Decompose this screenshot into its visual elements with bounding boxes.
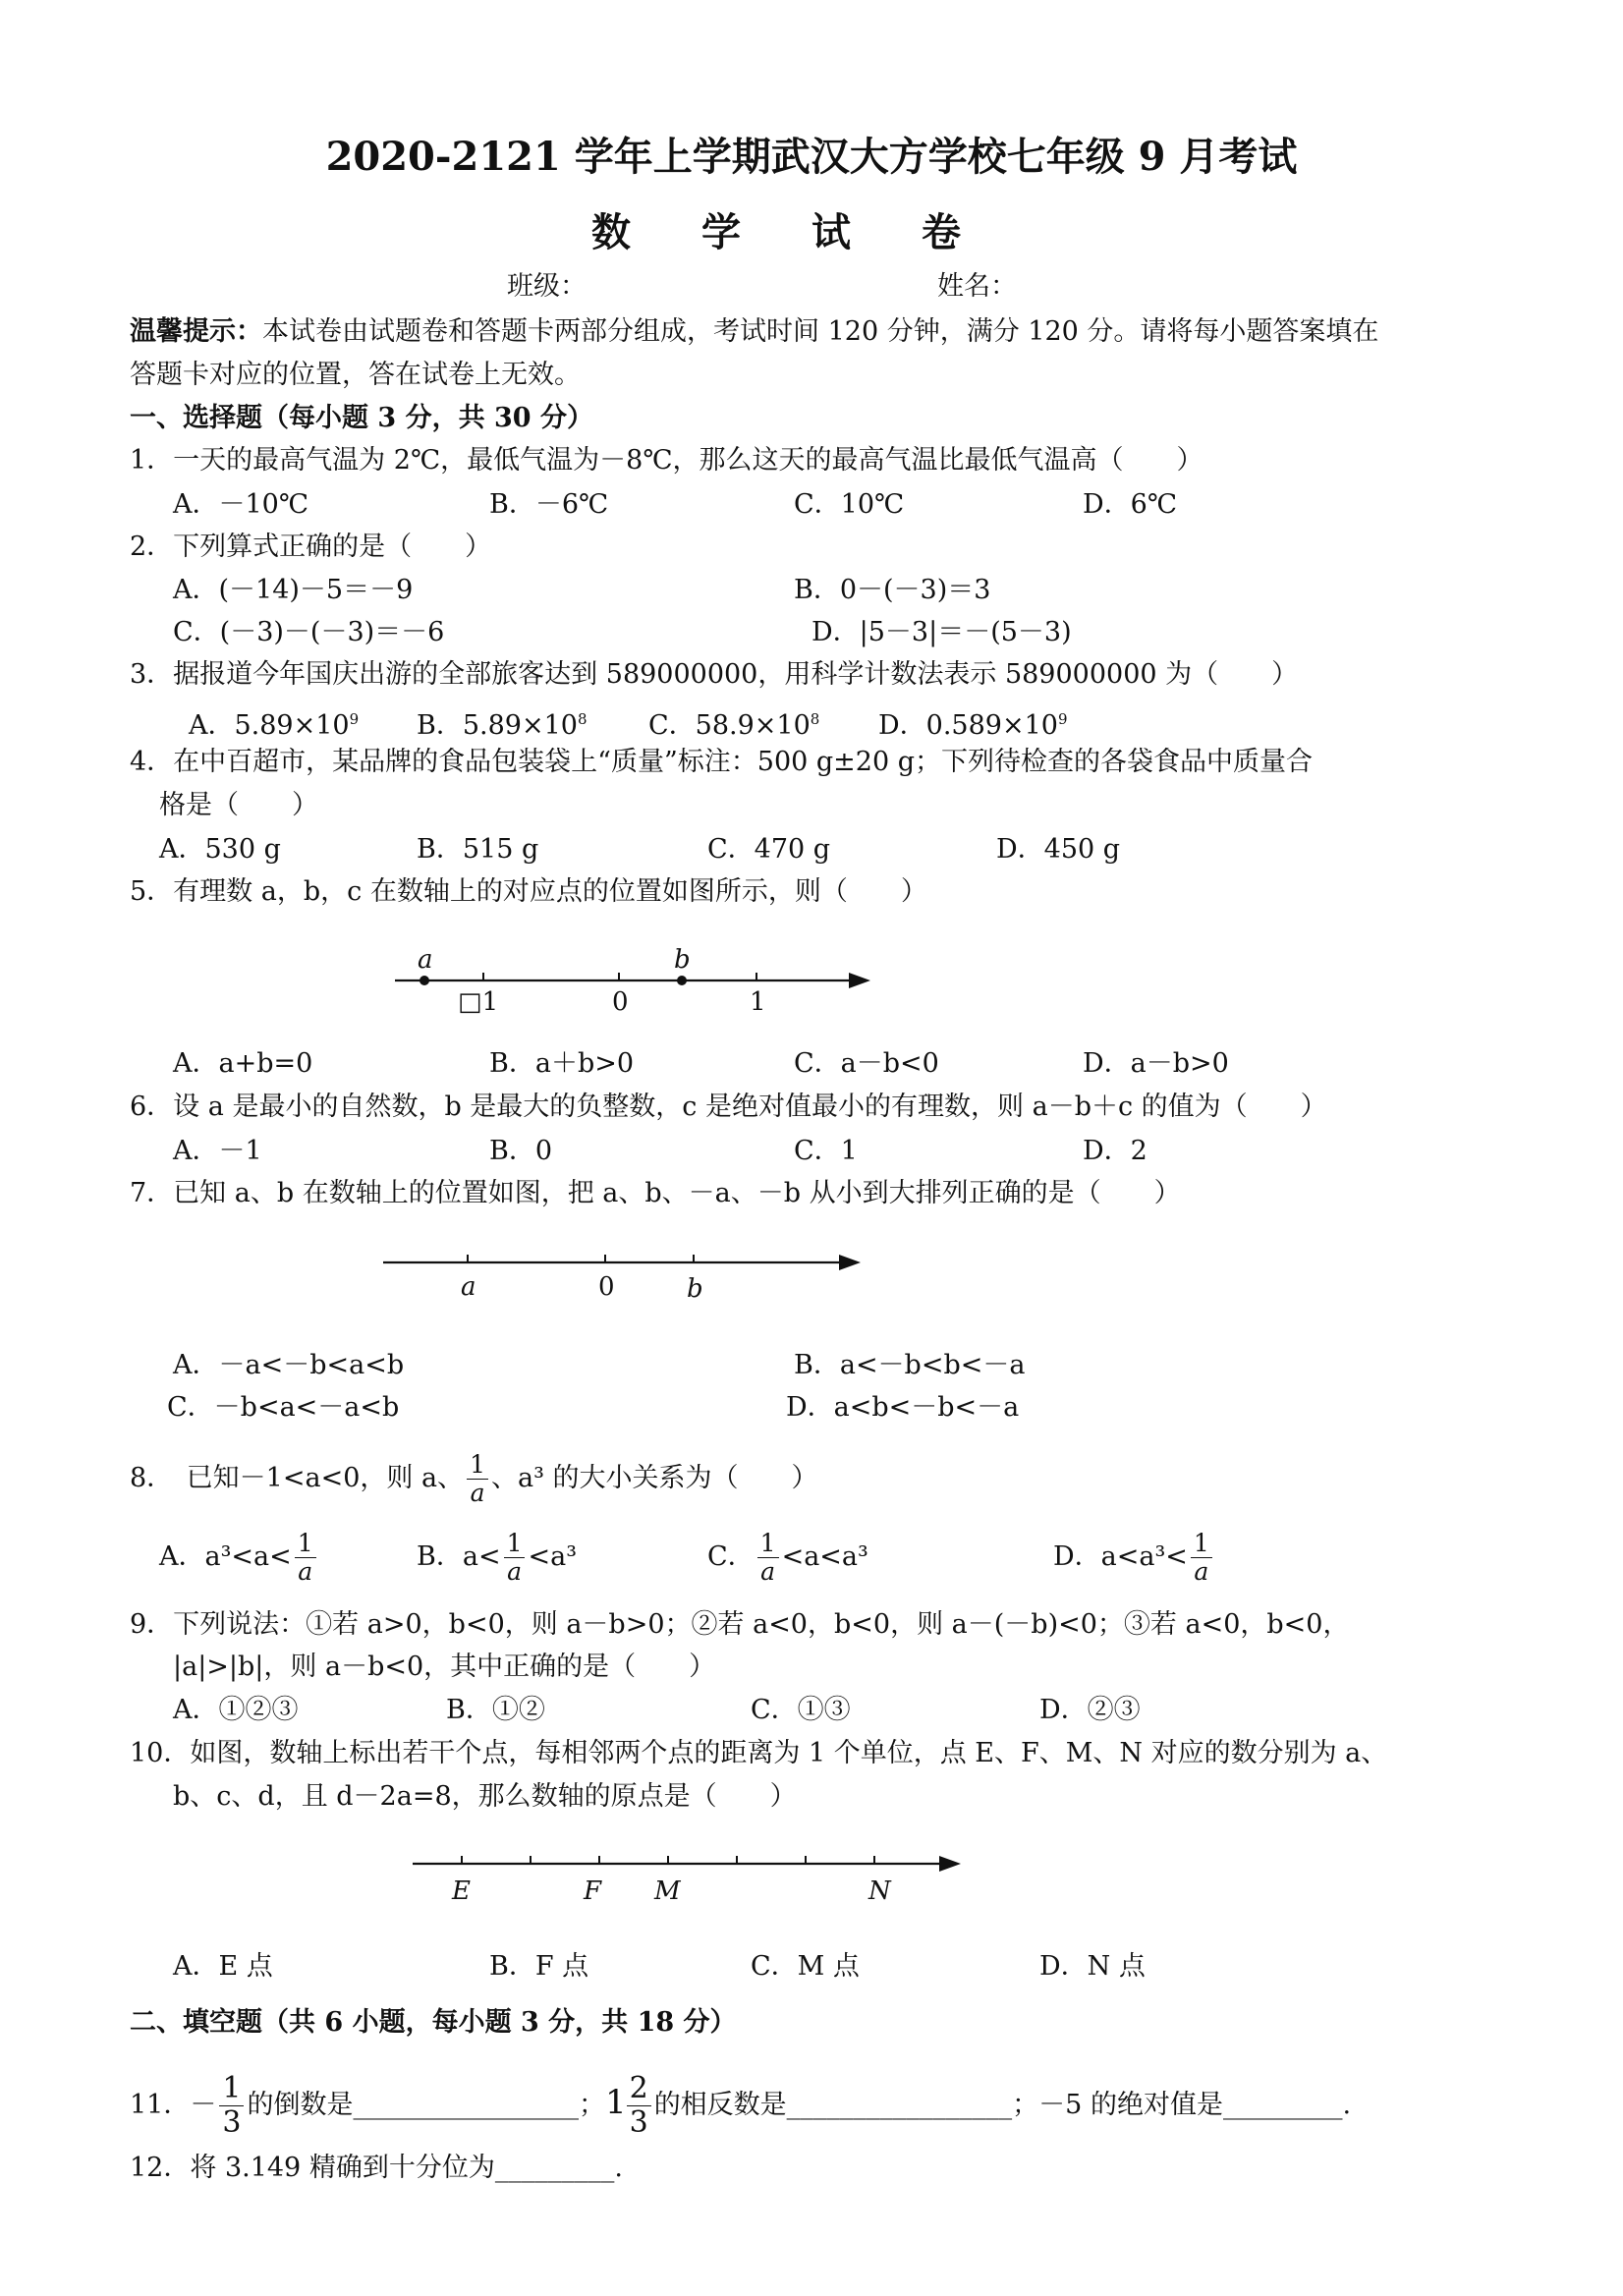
q4-option-a: A．530 g [159, 834, 281, 865]
q8-option-a-text: A．a³<a< [159, 1541, 292, 1572]
q8-option-c-frac-num: 1 [757, 1530, 779, 1558]
q2-option-c: C．(－3)－(－3)＝－6 [173, 617, 445, 647]
q3-option-d [878, 702, 1067, 743]
q5-option-d: D．a－b>0 [1083, 1048, 1229, 1079]
section-2-heading: 二、填空题（共 6 小题，每小题 3 分，共 18 分） [130, 2007, 737, 2038]
q11-fraction-1 [219, 2072, 244, 2140]
q8-option-d [1053, 1528, 1215, 1587]
q8-option-c-frac-den: a [760, 1557, 776, 1586]
q7-stem: 7．已知 a、b 在数轴上的位置如图，把 a、b、－a、－b 从小到大排列正确的是（ ） [130, 1178, 1181, 1208]
q11-number: 11． [130, 2090, 191, 2120]
q11-stem [130, 2063, 1351, 2142]
q8-option-d-frac-den: a [1194, 1557, 1209, 1586]
q4-stem-2: 格是（ ） [159, 790, 318, 820]
q5-option-c: C．a－b<0 [794, 1048, 939, 1079]
q7-label-b: b [687, 1274, 703, 1304]
q10-label-m: M [654, 1876, 681, 1906]
q10-label-n: N [868, 1876, 891, 1906]
q8-option-d-frac-num: 1 [1191, 1530, 1212, 1558]
q8-option-b-fraction [504, 1530, 526, 1586]
q8-option-c-post: <a<a³ [781, 1541, 868, 1572]
q11-frac2-den: 3 [629, 2105, 648, 2140]
q10-label-f: F [584, 1876, 602, 1906]
q4-option-d: D．450 g [996, 834, 1121, 865]
q3-option-b-exp: 8 [577, 710, 588, 728]
q8-stem [130, 1449, 817, 1508]
q11-blank-2: 的相反数是_________________；－5 的绝对值是_________. [653, 2090, 1352, 2120]
q2-option-d: D．|5－3|＝－(5－3) [812, 617, 1072, 647]
q8-option-c-text: C． [707, 1541, 755, 1572]
q11-fraction-2 [627, 2072, 651, 2140]
q5-stem: 5．有理数 a，b，c 在数轴上的对应点的位置如图所示，则（ ） [130, 876, 927, 907]
q3-option-b [417, 702, 588, 743]
q10-stem-2: b、c、d，且 d－2a=8，那么数轴的原点是（ ） [173, 1781, 797, 1812]
q3-option-c-base: C．58.9×10 [648, 710, 811, 741]
q3-stem: 3．据报道今年国庆出游的全部旅客达到 589000000，用科学计数法表示 589000000 为（ ） [130, 659, 1299, 690]
section-1-heading: 一、选择题（每小题 3 分，共 30 分） [130, 403, 593, 433]
q7-option-b: B．a<－b<b<－a [794, 1350, 1026, 1380]
q6-option-a: A．－1 [173, 1136, 262, 1166]
q9-stem-1: 9．下列说法：①若 a>0，b<0，则 a－b>0；②若 a<0，b<0，则 a－(－b)<0；③若 a<0，b<0， [130, 1609, 1350, 1640]
q3-option-b-base: B．5.89×10 [417, 710, 578, 741]
q8-option-b [417, 1528, 577, 1587]
q1-option-c: C．10℃ [794, 489, 905, 520]
q9-stem-2: |a|>|b|，则 a－b<0，其中正确的是（ ） [173, 1652, 716, 1682]
q5-label-a: a [418, 945, 433, 975]
q3-option-a-exp: 9 [349, 710, 360, 728]
q10-option-a: A．E 点 [173, 1951, 273, 1982]
q3-option-d-base: D．0.589×10 [878, 710, 1058, 741]
q5-label-b: b [674, 945, 691, 975]
q7-option-a: A．－a<－b<a<b [173, 1350, 405, 1380]
q5-option-a: A．a+b=0 [173, 1048, 313, 1079]
q8-option-a [159, 1528, 319, 1587]
q7-label-0: 0 [598, 1272, 615, 1302]
q11-mixed-whole: 1 [604, 2083, 627, 2122]
q8-option-b-post: <a³ [528, 1541, 578, 1572]
q5-label-minus1: □1 [458, 987, 499, 1017]
q1-option-d: D．6℃ [1083, 489, 1178, 520]
q7-option-c: C．－b<a<－a<b [167, 1392, 400, 1423]
q10-stem-1: 10．如图，数轴上标出若干个点，每相邻两个点的距离为 1 个单位，点 E、F、M、N 对应的数分别为 a、 [130, 1738, 1388, 1768]
q3-option-c-exp: 8 [810, 710, 820, 728]
q8-option-c [707, 1528, 868, 1587]
q5-number-line [373, 938, 884, 1017]
q8-stem-frac-num: 1 [467, 1451, 488, 1480]
q5-option-b: B．a＋b>0 [489, 1048, 635, 1079]
q1-option-a: A．－10℃ [173, 489, 309, 520]
q5-arrow [849, 973, 870, 988]
q9-option-b: B．①② [446, 1695, 545, 1725]
q8-option-b-text: B．a< [417, 1541, 501, 1572]
q10-option-d: D．N 点 [1039, 1951, 1146, 1982]
q12-stem: 12．将 3.149 精确到十分位为_________. [130, 2153, 623, 2183]
q1-option-b: B．－6℃ [489, 489, 609, 520]
q8-option-a-frac-den: a [298, 1557, 313, 1586]
q3-option-a [189, 702, 359, 743]
q7-arrow [839, 1255, 861, 1270]
q8-stem-pre: 8． 已知－1<a<0，则 a、 [130, 1463, 465, 1493]
q7-option-d: D．a<b<－b<－a [786, 1392, 1020, 1423]
q10-option-b: B．F 点 [489, 1951, 589, 1982]
q6-option-d: D．2 [1083, 1136, 1147, 1166]
q6-option-b: B．0 [489, 1136, 553, 1166]
q10-label-e: E [452, 1876, 471, 1906]
q5-point-a [420, 976, 429, 985]
q10-option-c: C．M 点 [751, 1951, 860, 1982]
q7-number-line [373, 1243, 884, 1321]
q4-option-c: C．470 g [707, 834, 831, 865]
q8-option-d-fraction [1191, 1530, 1212, 1586]
q8-option-d-text: D．a<a³< [1053, 1541, 1188, 1572]
q11-frac2-num: 2 [627, 2072, 651, 2106]
q8-stem-fraction [467, 1451, 488, 1507]
q8-option-b-frac-num: 1 [504, 1530, 526, 1558]
q4-stem-1: 4．在中百超市，某品牌的食品包装袋上“质量”标注：500 g±20 g；下列待检查的各袋食品中质量合 [130, 747, 1314, 777]
q7-label-a: a [461, 1272, 476, 1302]
q9-option-d: D．②③ [1039, 1695, 1141, 1725]
q9-option-c: C．①③ [751, 1695, 851, 1725]
q8-option-a-fraction [295, 1530, 316, 1586]
notice-line-2: 答题卡对应的位置，答在试卷上无效。 [130, 360, 581, 390]
q8-option-c-fraction [757, 1530, 779, 1586]
q5-point-b [677, 976, 687, 985]
q11-neg-sign: － [190, 2090, 217, 2120]
q6-stem: 6．设 a 是最小的自然数，b 是最大的负整数，c 是绝对值最小的有理数，则 a－b＋c 的值为（ ） [130, 1092, 1327, 1122]
notice-line-1 [130, 315, 1378, 349]
q11-blank-1: 的倒数是_________________； [247, 2090, 605, 2120]
q6-option-c: C．1 [794, 1136, 858, 1166]
q11-frac1-den: 3 [222, 2105, 242, 2140]
exam-title: 2020-2121 学年上学期武汉大方学校七年级 9 月考试 [325, 134, 1298, 180]
q2-option-a: A．(－14)－5＝－9 [173, 575, 414, 605]
q8-stem-frac-den: a [470, 1479, 485, 1507]
q2-stem: 2．下列算式正确的是（ ） [130, 532, 492, 562]
q3-option-c [648, 702, 819, 743]
q5-label-0: 0 [612, 987, 629, 1017]
q2-option-b: B．0－(－3)＝3 [794, 575, 991, 605]
q8-option-a-frac-num: 1 [295, 1530, 316, 1558]
q10-number-line [403, 1842, 973, 1921]
q8-option-b-frac-den: a [507, 1557, 522, 1586]
notice-label: 温馨提示： [130, 316, 262, 347]
class-label: 班级： [507, 271, 587, 302]
q10-arrow [939, 1856, 961, 1872]
q3-option-a-base: A．5.89×10 [189, 710, 350, 741]
q1-stem: 1．一天的最高气温为 2℃，最低气温为－8℃，那么这天的最高气温比最低气温高（ ） [130, 445, 1203, 476]
q4-option-b: B．515 g [417, 834, 539, 865]
exam-subtitle: 数学试卷 [591, 209, 1032, 255]
notice-text-1: 本试卷由试题卷和答题卡两部分组成，考试时间 120 分钟，满分 120 分。请将每小题答案填在 [262, 316, 1379, 347]
q8-stem-post: 、a³ 的大小关系为（ ） [490, 1463, 818, 1493]
q9-option-a: A．①②③ [173, 1695, 299, 1725]
q5-label-1: 1 [750, 987, 766, 1017]
q11-frac1-num: 1 [219, 2072, 244, 2106]
q3-option-d-exp: 9 [1057, 710, 1068, 728]
name-label: 姓名： [937, 271, 1017, 302]
